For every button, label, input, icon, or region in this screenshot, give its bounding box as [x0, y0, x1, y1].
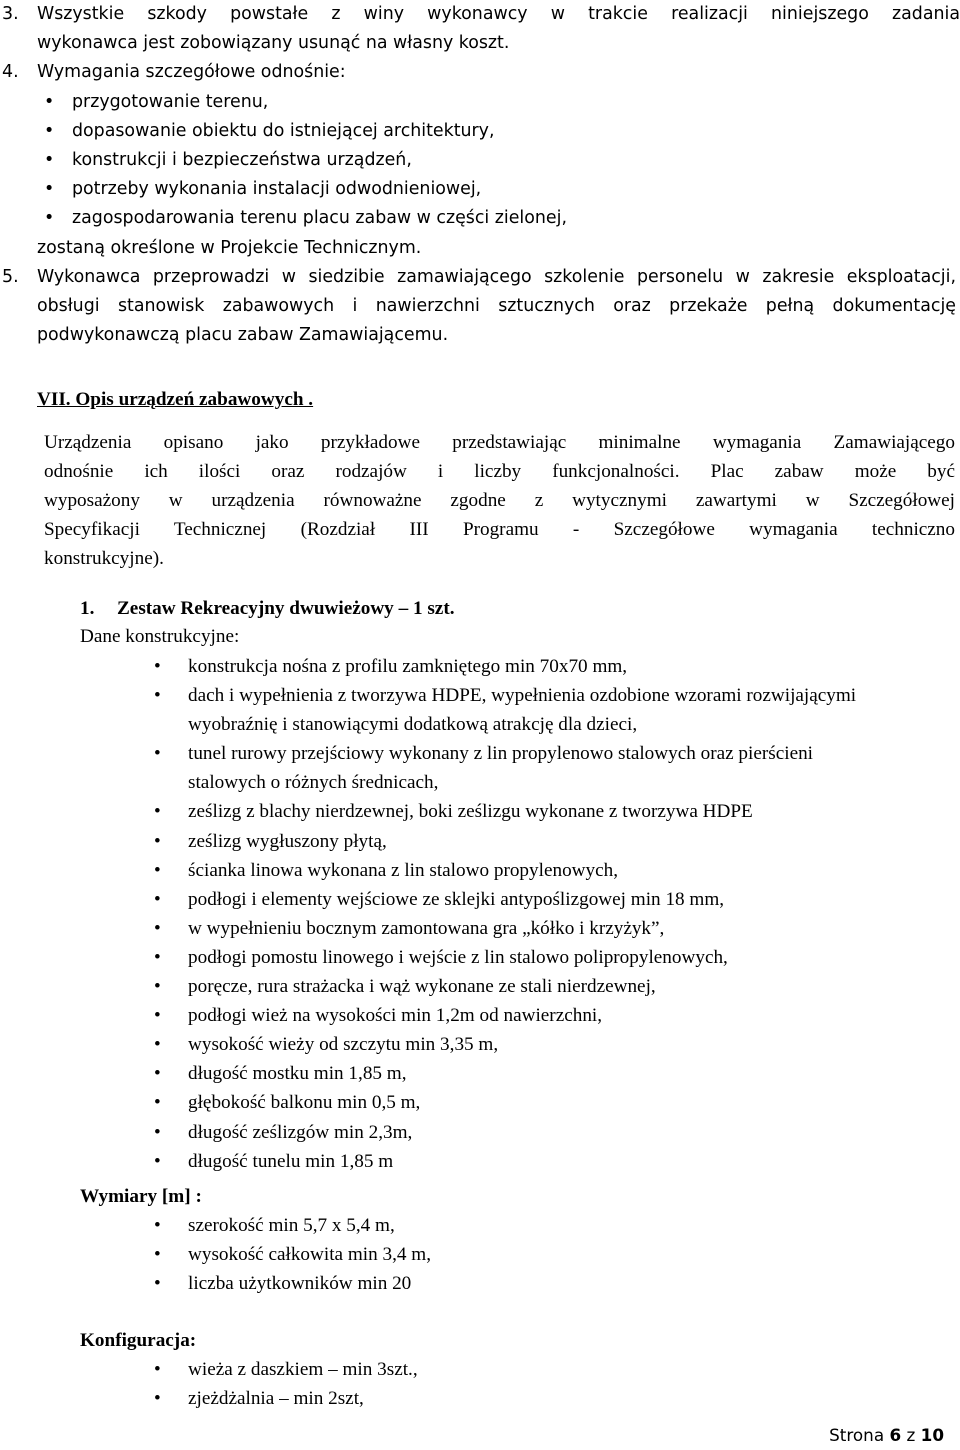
list-item: • zjeżdżalnia – min 2szt, [80, 1384, 920, 1413]
item-number: 1. [80, 598, 95, 619]
point-text-line: Wszystkie szkody powstałe z winy wykonawcy w trakcie realizacji niniejszego zadania [37, 4, 960, 24]
point-text-line: wykonawca jest zobowiązany usunąć na własny koszt. [37, 33, 510, 54]
point-intro: Wymagania szczegółowe odnośnie: [37, 62, 346, 83]
intro-line: Specyfikacji Technicznej (Rozdział III Programu - Szczegółowe wymagania techniczno [44, 519, 955, 541]
wymiary-list [80, 1211, 920, 1298]
konfig-heading: Konfiguracja: [80, 1330, 197, 1351]
point-4 [0, 58, 960, 87]
intro-line: wyposażony w urządzenia równoważne zgodne z wytycznymi zawartymi w Szczegółowej [44, 490, 955, 512]
list-item: • podłogi pomostu linowego i wejście z lin stalowo polipropylenowych, [80, 943, 920, 972]
list-item: • ścianka linowa wykonana z lin stalowo propylenowych, [80, 856, 920, 885]
dane-list [80, 652, 920, 1176]
point-4-list [0, 88, 960, 234]
point-3 [0, 0, 960, 58]
point-outro-text: zostaną określone w Projekcie Technicznym. [37, 237, 422, 258]
list-item: • przygotowanie terenu, [0, 88, 960, 117]
list-item: • długość tunelu min 1,85 m [80, 1147, 920, 1176]
point-number: 5. [2, 266, 19, 287]
dane-heading: Dane konstrukcyjne: [80, 626, 240, 647]
page-number [829, 1424, 944, 1446]
page-of: z [906, 1425, 916, 1445]
list-item: • podłogi wież na wysokości min 1,2m od nawierzchni, [80, 1001, 920, 1030]
list-item: • ześlizg wygłuszony płytą, [80, 827, 920, 856]
intro-line: konstrukcyjne). [44, 548, 164, 570]
list-item: • dopasowanie obiektu do istniejącej architektury, [0, 117, 960, 146]
list-item: • ześlizg z blachy nierdzewnej, boki ześlizgu wykonane z tworzywa HDPE [80, 797, 920, 826]
list-item: • wysokość wieży od szczytu min 3,35 m, [80, 1030, 920, 1059]
item-title-text: Zestaw Rekreacyjny dwuwieżowy – 1 szt. [117, 598, 455, 619]
list-item: • długość mostku min 1,85 m, [80, 1059, 920, 1088]
section-title: VII. Opis urządzeń zabawowych . [37, 389, 314, 410]
current-page: 6 [889, 1425, 902, 1445]
point-4-outro [0, 234, 960, 263]
list-item: • zagospodarowania terenu placu zabaw w części zielonej, [0, 204, 960, 233]
list-item: • wysokość całkowita min 3,4 m, [80, 1240, 920, 1269]
requirements-section [0, 0, 960, 350]
list-item: • potrzeby wykonania instalacji odwodnieniowej, [0, 175, 960, 204]
list-item: • głębokość balkonu min 0,5 m, [80, 1088, 920, 1117]
total-pages: 10 [920, 1425, 944, 1445]
point-5 [0, 263, 960, 351]
list-item: • wieża z daszkiem – min 3szt., [80, 1355, 920, 1384]
list-item: • długość ześlizgów min 2,3m, [80, 1118, 920, 1147]
list-item: • szerokość min 5,7 x 5,4 m, [80, 1211, 920, 1240]
konfig-list [80, 1355, 920, 1413]
wymiary-heading: Wymiary [m] : [80, 1186, 202, 1207]
intro-line: odnośnie ich ilości oraz rodzajów i liczby funkcjonalności. Plac zabaw może być [44, 461, 955, 483]
list-item: • poręcze, rura strażacka i wąż wykonane ze stali nierdzewnej, [80, 972, 920, 1001]
point-number: 3. [2, 4, 19, 24]
list-item: • w wypełnieniu bocznym zamontowana gra „kółko i krzyżyk”, [80, 914, 920, 943]
intro-line: Urządzenia opisano jako przykładowe przedstawiając minimalne wymagania Zamawiającego [44, 432, 955, 453]
list-item: • podłogi i elementy wejściowe ze sklejki antypoślizgowej min 18 mm, [80, 885, 920, 914]
point-number: 4. [2, 62, 19, 83]
list-item: • konstrukcji i bezpieczeństwa urządzeń, [0, 146, 960, 175]
point-text: Wykonawca przeprowadzi w siedzibie zamawiającego szkolenie personelu w zakresie eksploatacji, obsługi stanowisk zabawowych i nawierzchni sztucznych oraz przekaże pełną dokumentację podwykonawczą placu zabaw Zamawiającemu. [37, 266, 956, 346]
list-item: • dach i wypełnienia z tworzywa HDPE, wypełnienia ozdobione wzorami rozwijającymi wyobraźnię i stanowiącymi dodatkową atrakcję dla dzieci, [80, 681, 920, 739]
item-title [80, 595, 455, 623]
page-prefix: Strona [829, 1425, 885, 1445]
section-intro [44, 428, 955, 573]
list-item: • konstrukcja nośna z profilu zamkniętego min 70x70 mm, [80, 652, 920, 681]
list-item: • tunel rurowy przejściowy wykonany z lin propylenowo stalowych oraz pierścieni stalowych o różnych średnicach, [80, 739, 920, 797]
list-item: • liczba użytkowników min 20 [80, 1269, 920, 1298]
